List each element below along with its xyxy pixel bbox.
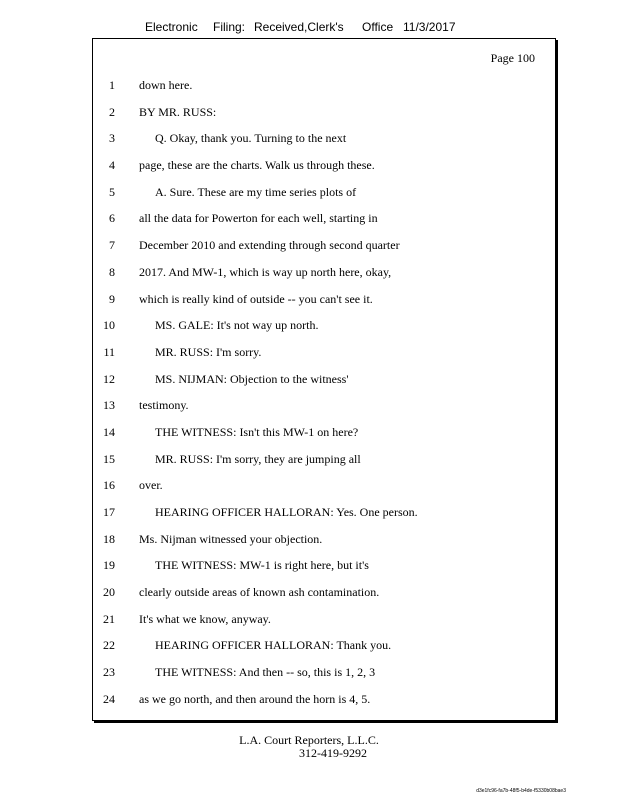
line-text: THE WITNESS: Isn't this MW-1 on here? <box>155 424 359 439</box>
transcript-line <box>93 205 555 232</box>
line-number: 5 <box>109 184 115 199</box>
footer <box>0 734 618 760</box>
transcript-line <box>93 312 555 339</box>
line-number: 21 <box>103 611 115 626</box>
line-number: 7 <box>109 238 115 253</box>
transcript-line <box>93 392 555 419</box>
line-text: BY MR. RUSS: <box>139 104 217 119</box>
line-text: MS. NIJMAN: Objection to the witness' <box>155 371 349 386</box>
line-text: Q. Okay, thank you. Turning to the next <box>155 131 347 146</box>
transcript-line <box>93 419 555 446</box>
line-text: as we go north, and then around the horn is 4, 5. <box>139 691 371 706</box>
line-text: 2017. And MW-1, which is way up north here, okay, <box>139 264 392 279</box>
line-text: down here. <box>139 78 193 92</box>
transcript-line <box>93 632 555 659</box>
transcript-line <box>93 125 555 152</box>
transcript-line <box>93 446 555 473</box>
transcript-line <box>93 499 555 526</box>
line-text: THE WITNESS: MW-1 is right here, but it's <box>155 558 369 573</box>
line-text: MR. RUSS: I'm sorry. <box>155 344 262 359</box>
line-number: 15 <box>103 451 115 466</box>
line-number: 17 <box>103 505 115 519</box>
transcript-line <box>93 339 555 366</box>
transcript-line <box>93 552 555 579</box>
line-number: 13 <box>103 398 115 413</box>
line-text: It's what we know, anyway. <box>139 611 271 626</box>
line-number: 2 <box>109 104 115 119</box>
line-number: 10 <box>103 318 115 333</box>
line-number: 14 <box>103 424 115 439</box>
transcript-page <box>92 38 556 721</box>
document-hash: d3e1fc96-fa7b-48f5-b4de-f5330b08bae3 <box>476 788 566 794</box>
transcript-line <box>93 72 555 99</box>
transcript-line <box>93 579 555 606</box>
transcript-lines <box>93 72 555 713</box>
line-text: THE WITNESS: And then -- so, this is 1, 2, 3 <box>155 665 376 680</box>
line-number: 8 <box>109 264 115 279</box>
line-text: MS. GALE: It's not way up north. <box>155 318 319 333</box>
line-number: 1 <box>109 78 115 92</box>
footer-company: L.A. Court Reporters, L.L.C. <box>239 733 379 747</box>
line-number: 24 <box>103 691 115 706</box>
transcript-line <box>93 606 555 633</box>
line-number: 19 <box>103 558 115 573</box>
header-office: Office <box>362 20 394 34</box>
line-number: 4 <box>109 158 115 173</box>
line-text: A. Sure. These are my time series plots of <box>155 184 357 199</box>
line-text: HEARING OFFICER HALLORAN: Yes. One person. <box>155 505 418 519</box>
line-text: MR. RUSS: I'm sorry, they are jumping all <box>155 451 361 466</box>
line-text: over. <box>139 478 163 493</box>
transcript-line <box>93 259 555 286</box>
line-number: 18 <box>103 531 115 546</box>
transcript-line <box>93 179 555 206</box>
header-date: 11/3/2017 <box>403 20 456 34</box>
header-received: Received,Clerk's <box>254 20 344 34</box>
transcript-line <box>93 366 555 393</box>
line-number: 16 <box>103 478 115 493</box>
line-number: 9 <box>109 291 115 306</box>
header-electronic: Electronic <box>145 20 198 34</box>
line-text: all the data for Powerton for each well, starting in <box>139 211 378 226</box>
transcript-line <box>93 659 555 686</box>
transcript-line <box>93 99 555 126</box>
line-text: clearly outside areas of known ash contamination. <box>139 585 380 600</box>
line-number: 12 <box>103 371 115 386</box>
line-text: December 2010 and extending through second quarter <box>139 238 400 253</box>
line-number: 22 <box>103 638 115 653</box>
header-filing: Filing: <box>213 20 246 34</box>
line-text: Ms. Nijman witnessed your objection. <box>139 531 323 546</box>
line-text: page, these are the charts. Walk us through these. <box>139 158 375 173</box>
page-number: Page 100 <box>490 51 535 65</box>
transcript-line <box>93 152 555 179</box>
transcript-line <box>93 686 555 713</box>
transcript-line <box>93 472 555 499</box>
line-text: testimony. <box>139 398 189 413</box>
transcript-line <box>93 526 555 553</box>
footer-phone: 312-419-9292 <box>299 746 367 760</box>
line-number: 11 <box>103 344 115 359</box>
line-text: HEARING OFFICER HALLORAN: Thank you. <box>155 638 392 653</box>
line-number: 23 <box>103 665 115 680</box>
line-text: which is really kind of outside -- you can't see it. <box>139 291 373 306</box>
line-number: 20 <box>103 585 115 600</box>
line-number: 3 <box>109 131 115 146</box>
transcript-line <box>93 232 555 259</box>
line-number: 6 <box>109 211 115 226</box>
transcript-line <box>93 286 555 313</box>
